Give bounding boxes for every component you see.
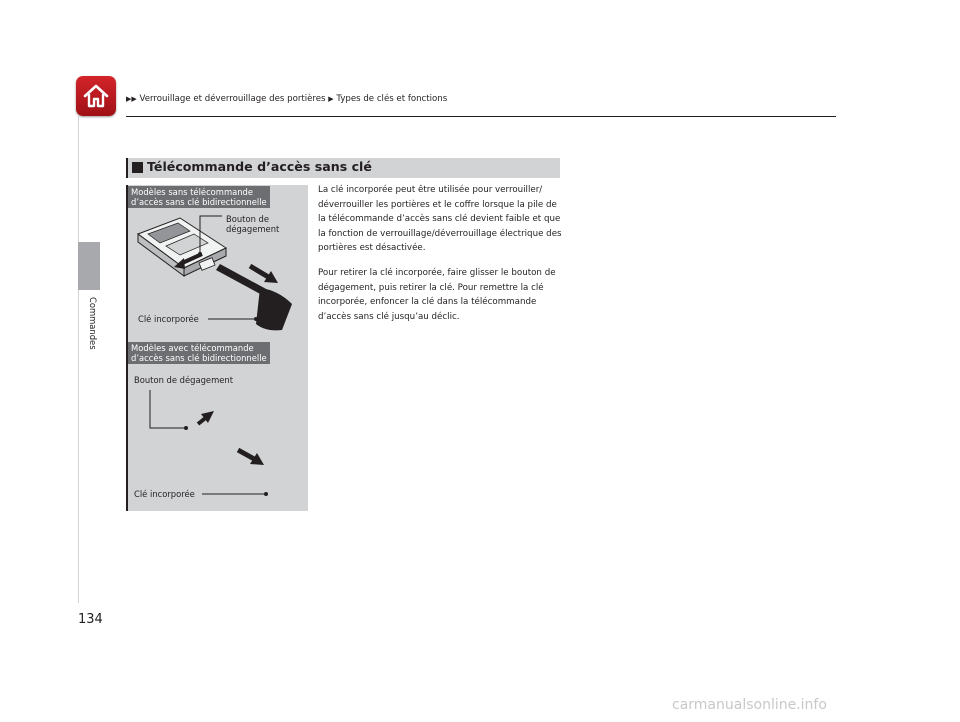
chapter-tab[interactable] (78, 242, 100, 290)
leader-dot (254, 317, 258, 321)
body-text (318, 183, 562, 334)
section-title: Télécommande d’accès sans clé (147, 159, 372, 174)
body-paragraph: Pour retirer la clé incorporée, faire glisser le bouton de dégagement, puis retirer la clé. Pour remettre la clé incorporée, enfoncer la clé dans la télécommande d’accès sans clé jusqu’au déclic. (318, 267, 556, 322)
callout-line: Bouton de (226, 214, 270, 224)
breadcrumb-arrow-icon: ▶ (328, 95, 334, 103)
breadcrumb-link-locking[interactable]: Verrouillage et déverrouillage des portières (139, 94, 326, 104)
header-rule (126, 116, 836, 117)
body-paragraph: La clé incorporée peut être utilisée pour verrouiller/ déverrouiller les portières et le coffre lorsque la pile de la télécommande d’accès sans clé devient faible et que la fonction de verrouillage/déverrouillage électrique des portières est désactivée. (318, 185, 562, 254)
model-tag-line: d’accès sans clé bidirectionnelle (131, 353, 267, 363)
home-button[interactable] (76, 76, 116, 116)
leader-dot (184, 426, 188, 430)
breadcrumb-link-key-types[interactable]: Types de clés et fonctions (336, 94, 448, 104)
breadcrumb (126, 94, 447, 104)
callout-release-button-bottom: Bouton de dégagement (134, 375, 233, 385)
model-tag-line: Modèles avec télécommande (131, 343, 254, 353)
section-heading (126, 158, 560, 178)
side-rule (78, 116, 79, 603)
arrow-icon (250, 266, 270, 278)
model-tag-without-bidirectional (128, 186, 270, 208)
footer-watermark: carmanualsonline.info (672, 697, 827, 713)
leader-dot (198, 252, 202, 256)
callout-built-in-key-top: Clé incorporée (138, 314, 199, 324)
chapter-label: Commandes (88, 297, 98, 350)
callout-built-in-key-bottom: Clé incorporée (134, 489, 195, 499)
callout-line: dégagement (226, 224, 280, 234)
leader-dot (264, 492, 268, 496)
model-tag-line: Modèles sans télécommande (131, 187, 254, 197)
built-in-key-shape (216, 264, 292, 330)
leader-line (150, 390, 186, 428)
section-square-icon (132, 162, 143, 173)
callout-release-button-top (226, 214, 279, 234)
breadcrumb-arrow-icon: ▶▶ (126, 95, 137, 103)
model-tag-with-bidirectional (128, 342, 270, 364)
page-number: 134 (78, 612, 103, 627)
keyless-remote-illustration-bottom (128, 386, 306, 506)
home-icon (82, 82, 110, 110)
arrow-icon (238, 450, 256, 460)
model-tag-line: d’accès sans clé bidirectionnelle (131, 197, 267, 207)
